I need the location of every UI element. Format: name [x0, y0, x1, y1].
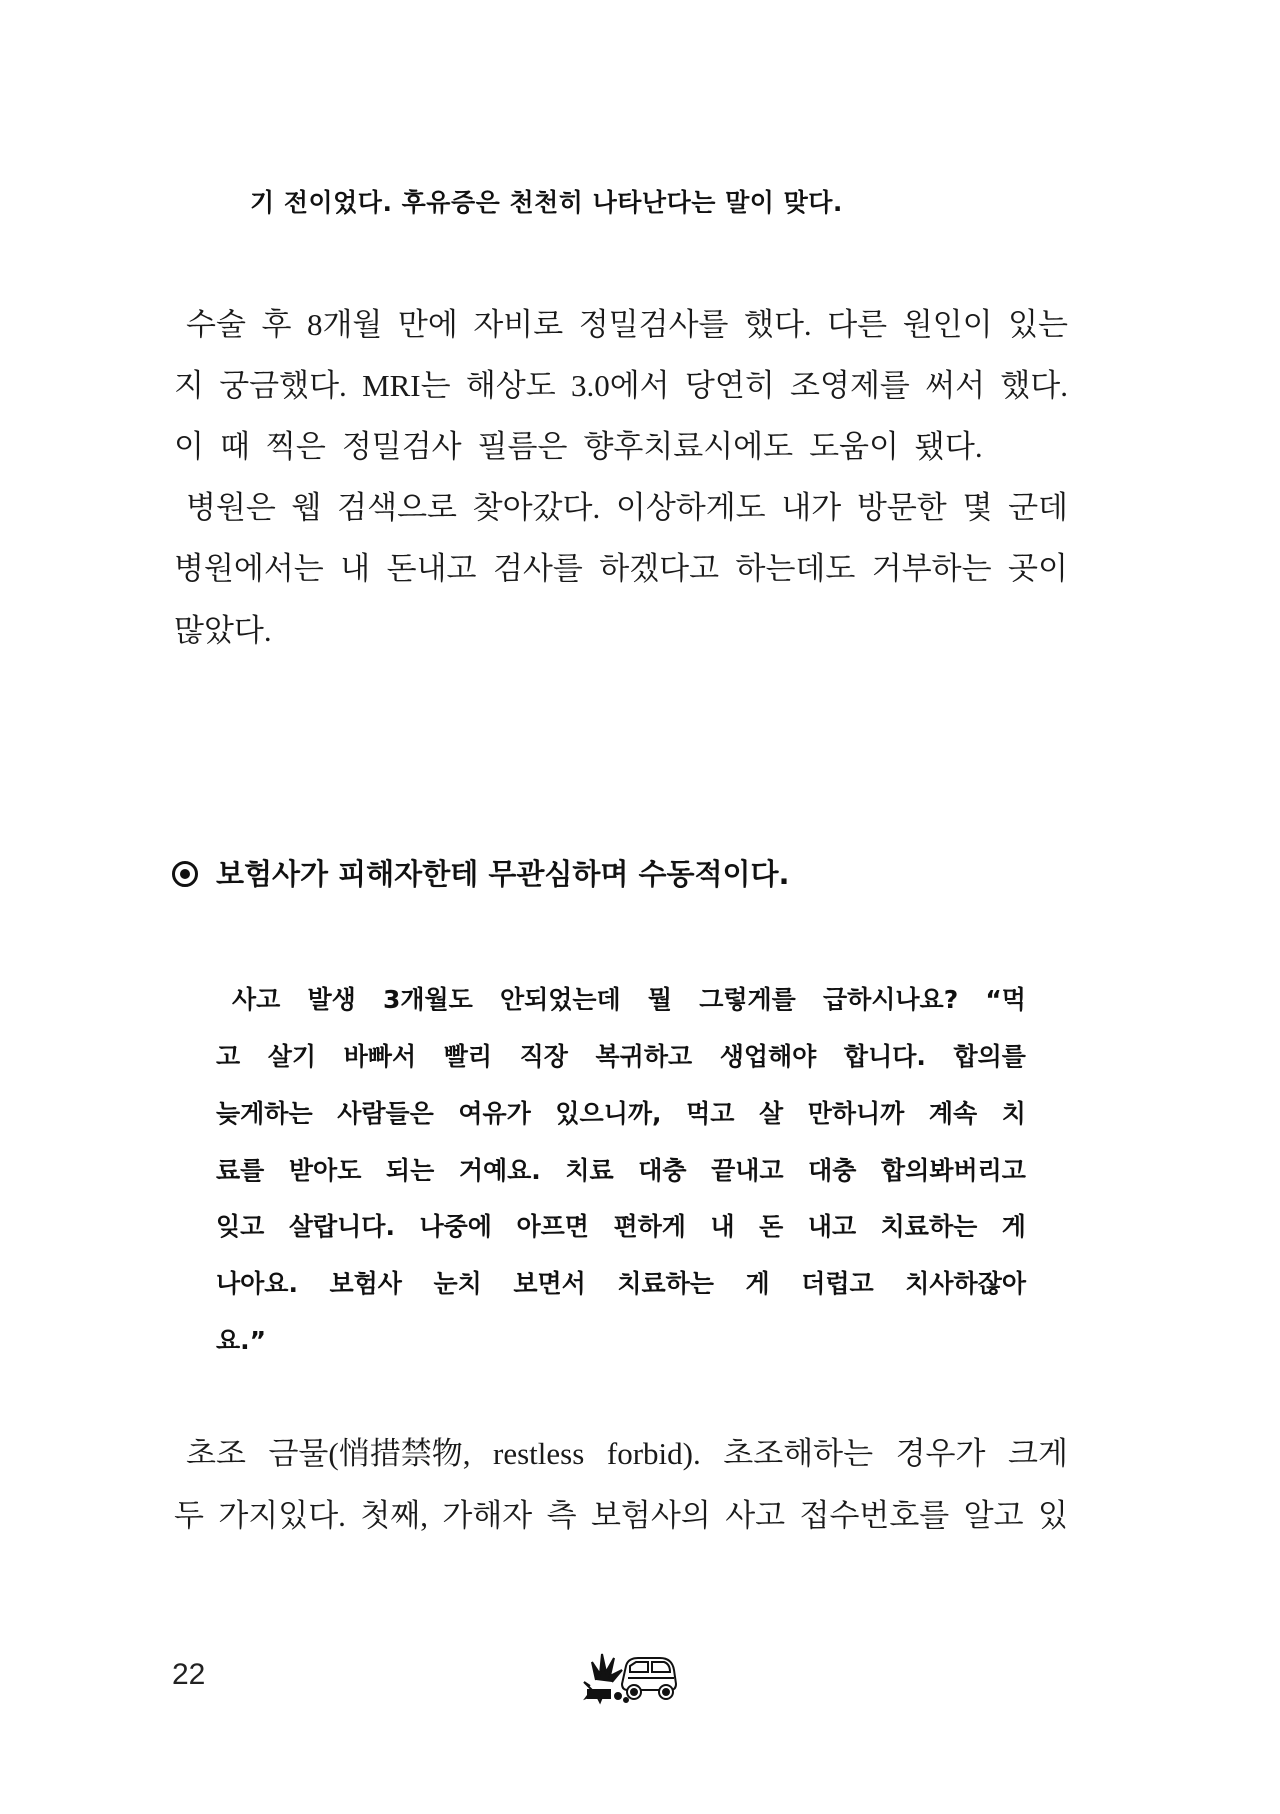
word: 치료 [565, 1156, 614, 1185]
word: 크게 [1008, 1436, 1068, 1471]
word: 조영제를 [790, 368, 910, 403]
word: 당연히 [684, 368, 775, 403]
word: 내 [340, 551, 371, 586]
word: 합의봐버리고 [881, 1156, 1026, 1185]
word: 합의를 [953, 1042, 1026, 1071]
paragraph-line [174, 538, 1068, 600]
word: 후 [261, 307, 292, 342]
word: 자비로 [473, 307, 564, 342]
word: MRI는 [362, 368, 451, 403]
word: 료를 [216, 1156, 265, 1185]
word: 살 [758, 1099, 784, 1128]
word: 때 [219, 429, 250, 464]
word: restless [493, 1436, 585, 1471]
word: 웹 [291, 490, 322, 525]
word: 했다. [1000, 368, 1068, 403]
paragraph-line [186, 294, 1068, 356]
word: 방문한 [856, 490, 947, 525]
page-number: 22 [172, 1658, 206, 1691]
word: 가지있다. [218, 1498, 346, 1533]
word: 나중에 [419, 1212, 492, 1241]
word: 급하시나요? [822, 985, 959, 1014]
word: 생업해야 [719, 1042, 817, 1071]
word: 치사하잖아 [905, 1269, 1026, 1298]
word: 검사를 [492, 551, 583, 586]
word: 합니다. [843, 1042, 926, 1071]
quote-line [216, 1255, 1026, 1313]
quote-line [216, 1142, 1026, 1200]
word: 만하니까 [807, 1099, 905, 1128]
paragraph-line [174, 416, 1068, 478]
word: 게 [745, 1269, 770, 1298]
word: 해상도 [465, 368, 556, 403]
word: 가해자 [442, 1498, 533, 1533]
word: 만에 [397, 307, 458, 342]
word: 써서 [925, 368, 986, 403]
word: 있으니까, [555, 1099, 662, 1128]
word: 정밀검사를 [578, 307, 729, 342]
word: 향후치료시에도 [583, 429, 794, 464]
car-crash-icon [582, 1640, 682, 1706]
word: forbid). [606, 1436, 701, 1471]
word: 됐다. [914, 429, 983, 464]
word: 빨리 [443, 1042, 493, 1071]
quote-line [216, 1198, 1026, 1256]
word: 사고 [232, 985, 281, 1014]
word: 고 [216, 1042, 241, 1071]
word: 접수번호를 [799, 1498, 950, 1533]
word: 여유가 [458, 1099, 531, 1128]
quote-continuation: 기 전이었다. 후유증은 천천히 나타난다는 말이 맞다. [250, 188, 843, 217]
word: 살기 [267, 1042, 317, 1071]
word: 치료하는 [617, 1269, 714, 1298]
word: 내고 [807, 1212, 857, 1241]
word: 더럽고 [801, 1269, 874, 1298]
word: 계속 [928, 1099, 978, 1128]
fisheye-bullet-icon [172, 861, 198, 887]
word: 궁금했다. [219, 368, 347, 403]
word: 이상하게도 [615, 490, 766, 525]
word: 원인이 [902, 307, 993, 342]
word: 알고 [963, 1498, 1024, 1533]
word: 수술 [186, 307, 246, 342]
word: 찍은 [265, 429, 326, 464]
word: 병원에서는 [174, 551, 324, 586]
word: 몇 [962, 490, 993, 525]
word: 돈 [759, 1212, 784, 1241]
quote-line [216, 1028, 1026, 1086]
paragraph-line [186, 1423, 1068, 1485]
word: 초조 [186, 1436, 246, 1471]
word: 아프면 [516, 1212, 589, 1241]
word: 군데 [1008, 490, 1068, 525]
word: 요.” [216, 1326, 267, 1355]
word: 금물(悄措禁物, [268, 1436, 471, 1471]
quote-line [232, 971, 1026, 1029]
word: 되는 [385, 1156, 435, 1185]
word: 거부하는 [871, 551, 992, 586]
word: 먹고 [686, 1099, 735, 1128]
word: 나아요. [216, 1269, 298, 1298]
word: 그렇게를 [699, 985, 796, 1014]
section-heading [172, 852, 790, 896]
quote-line [216, 1085, 1026, 1143]
word: 있는 [1008, 307, 1068, 342]
word: 초조해하는 [723, 1436, 874, 1471]
word: 곳이 [1008, 551, 1068, 586]
quote-line [216, 1312, 1026, 1370]
word: 받아도 [288, 1156, 362, 1185]
word: 치료하는 [880, 1212, 978, 1241]
word: 거예요. [458, 1156, 541, 1185]
paragraph-line [174, 600, 1068, 662]
word: 사고 [725, 1498, 786, 1533]
word: 있 [1037, 1498, 1068, 1533]
word: 늦게하는 [216, 1099, 313, 1128]
word: 편하게 [613, 1212, 686, 1241]
word: 했다. [744, 307, 812, 342]
word: 경우가 [895, 1436, 986, 1471]
word: 정밀검사 [341, 429, 462, 464]
word: 3개월도 [382, 985, 473, 1014]
word: 하겠다고 [599, 551, 720, 586]
word: 끝내고 [711, 1156, 784, 1185]
word: 바빠서 [343, 1042, 417, 1071]
word: 이 [174, 429, 204, 464]
section-heading-text: 보험사가 피해자한테 무관심하며 수동적이다. [216, 857, 790, 891]
word: 돈내고 [386, 551, 477, 586]
paragraph-line [174, 355, 1068, 417]
word: 지 [174, 368, 204, 403]
word: 보험사 [329, 1269, 402, 1298]
paragraph-line [174, 1485, 1068, 1547]
word: 하는데도 [735, 551, 856, 586]
word: 게 [1001, 1212, 1026, 1241]
word: 뭘 [647, 985, 673, 1014]
word: 내가 [781, 490, 842, 525]
word: 사람들은 [337, 1099, 434, 1128]
paragraph-line [186, 477, 1068, 539]
word: 잊고 [216, 1212, 265, 1241]
word: 측 [546, 1498, 577, 1533]
word: 대충 [808, 1156, 857, 1185]
word: 첫째, [360, 1498, 428, 1533]
word: 발생 [307, 985, 356, 1014]
word: 두 [174, 1498, 204, 1533]
word: 보면서 [513, 1269, 586, 1298]
word: 8개월 [306, 307, 383, 342]
word: 치 [1001, 1099, 1026, 1128]
word: 찾아갔다. [472, 490, 601, 525]
word: 필름은 [477, 429, 568, 464]
word: 복귀하고 [595, 1042, 693, 1071]
word: 눈치 [433, 1269, 482, 1298]
word: 병원은 [186, 490, 276, 525]
word: 직장 [519, 1042, 568, 1071]
word: 보험사의 [590, 1498, 711, 1533]
word: 내 [710, 1212, 735, 1241]
word: 대충 [638, 1156, 687, 1185]
word: “먹 [985, 985, 1026, 1014]
word: 도움이 [809, 429, 899, 464]
word: 3.0에서 [570, 368, 670, 403]
word: 다른 [827, 307, 888, 342]
word: 살랍니다. [288, 1212, 395, 1241]
word: 검색으로 [337, 490, 457, 525]
word: 많았다. [174, 613, 272, 648]
word: 안되었는데 [499, 985, 621, 1014]
